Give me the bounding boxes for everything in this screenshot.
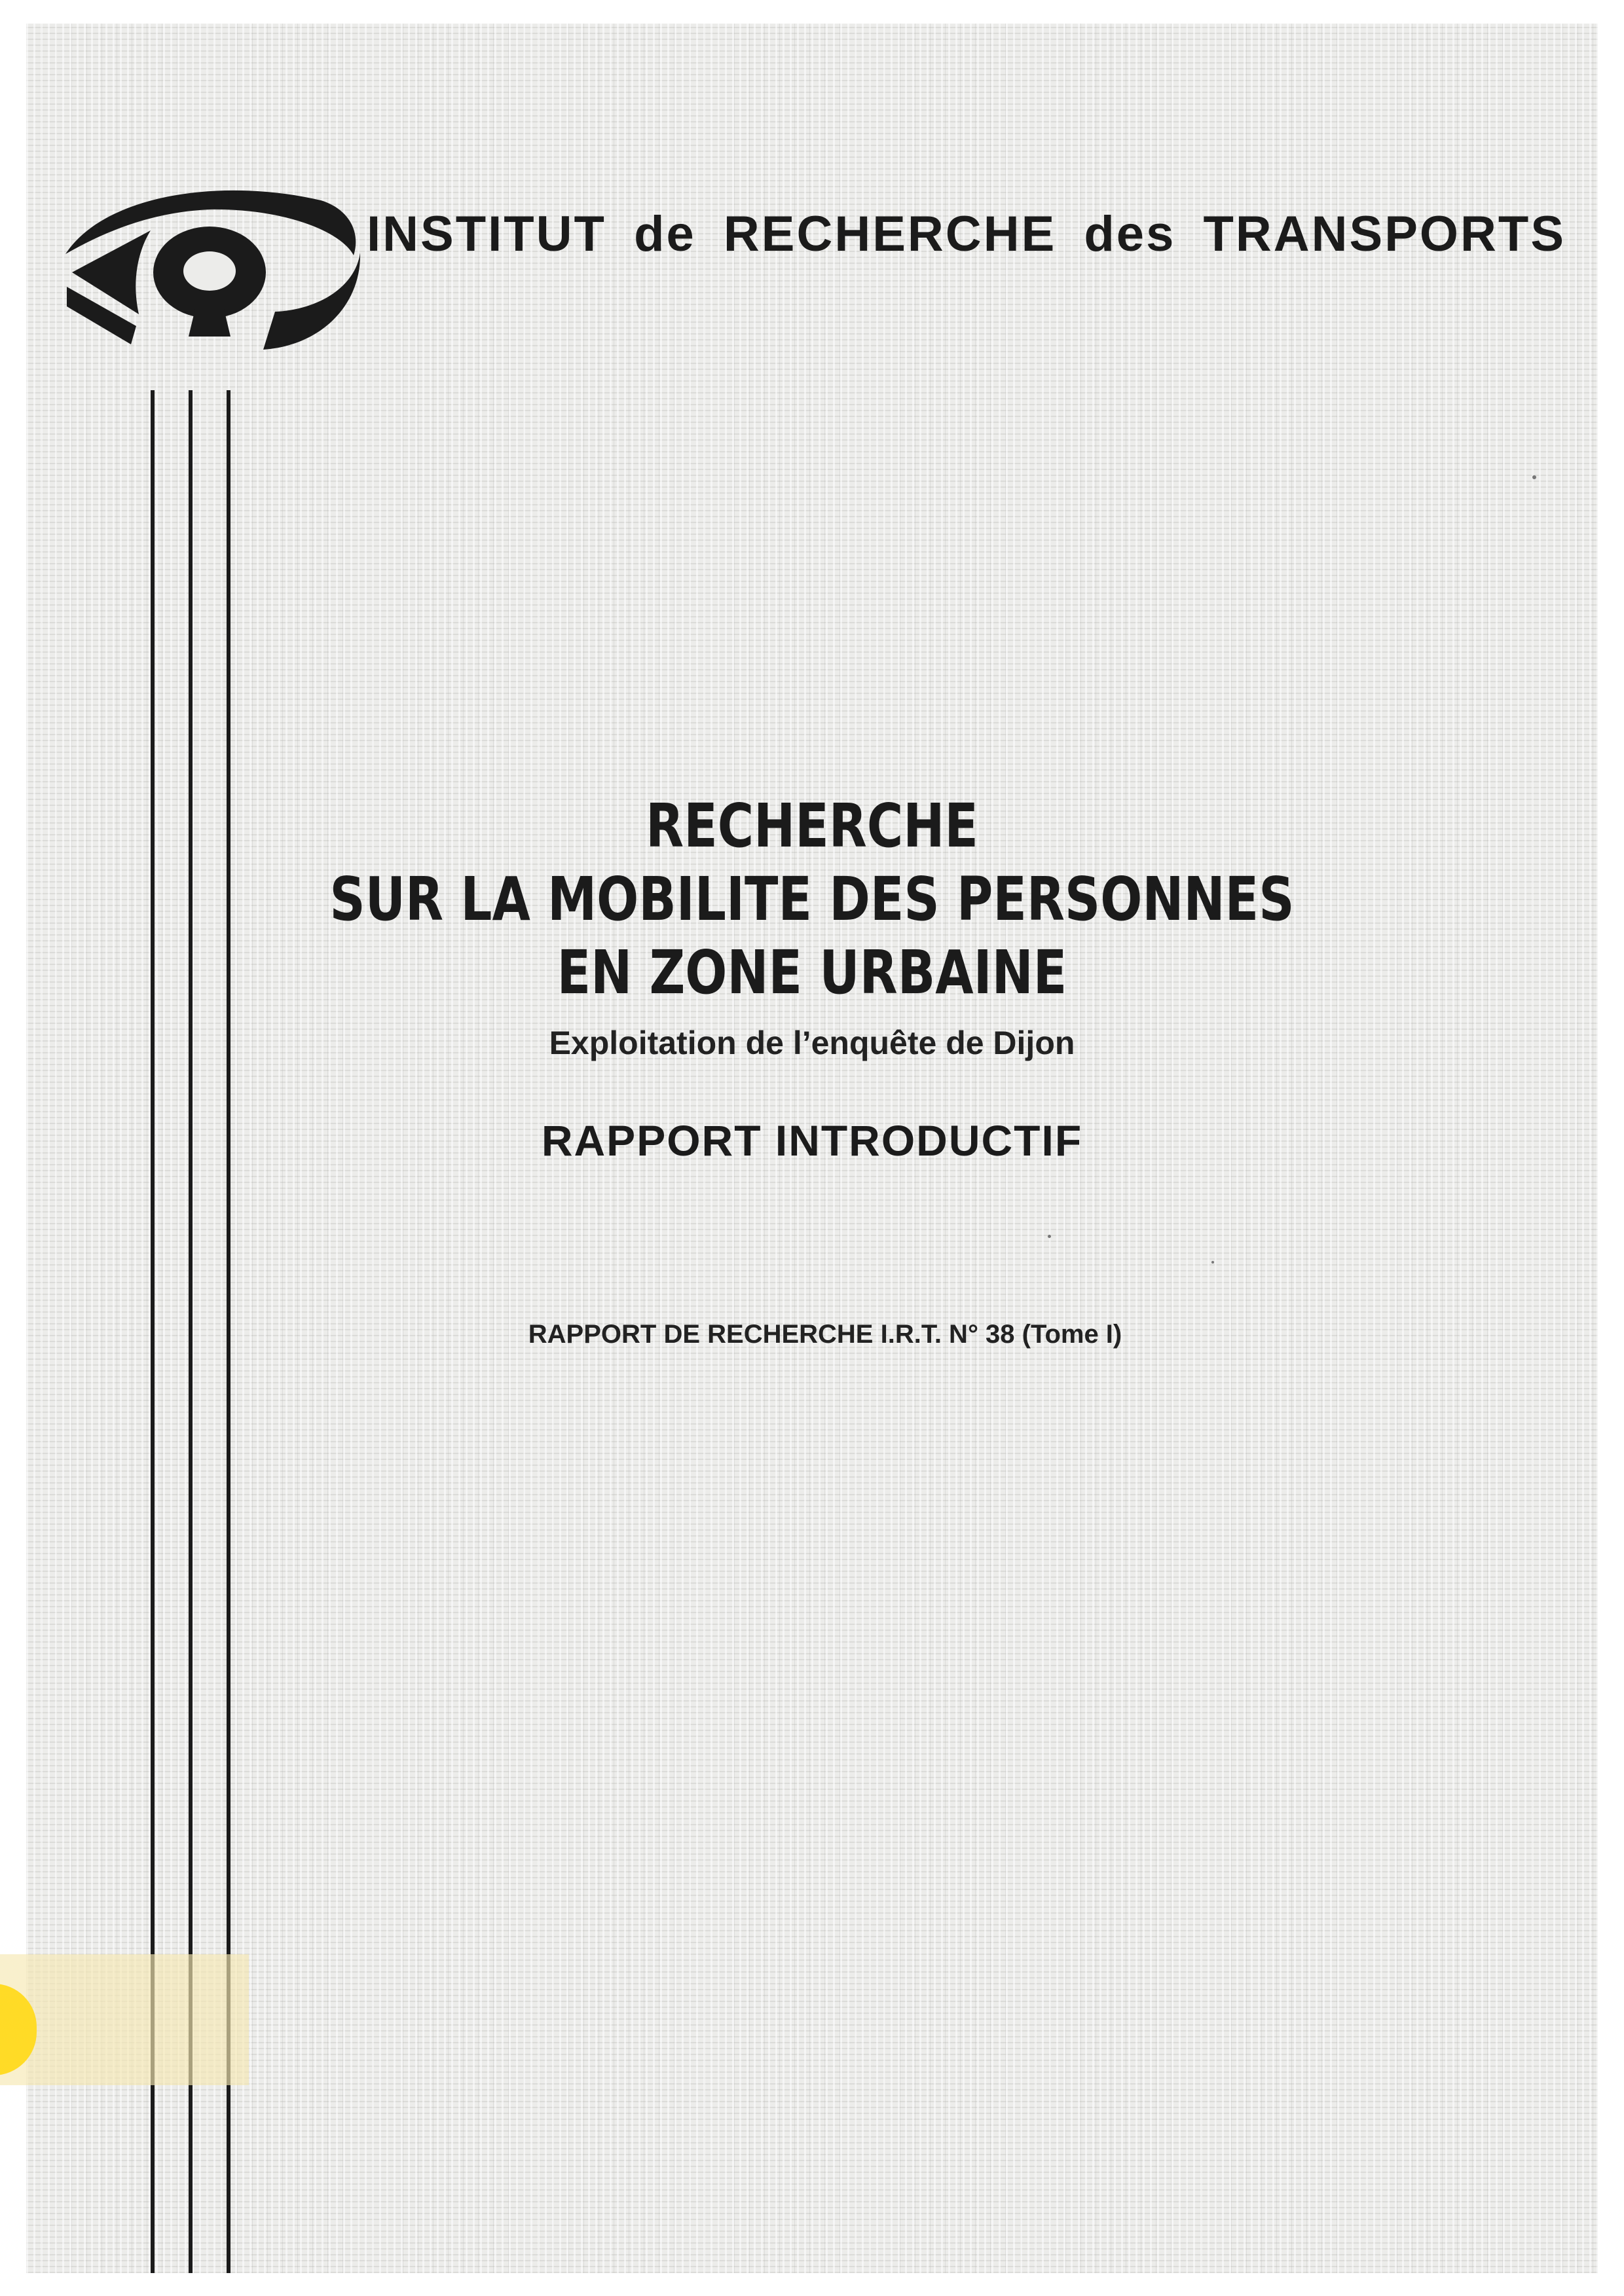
title-line: EN ZONE URBAINE (557, 938, 1067, 1008)
report-type: RAPPORT INTRODUCTIF (541, 1116, 1083, 1165)
paper-speck (1532, 475, 1536, 479)
subtitle: Exploitation de l’enquête de Dijon (549, 1025, 1075, 1061)
title-line: SUR LA MOBILITE DES PERSONNES (329, 864, 1295, 934)
paper-speck (1048, 1235, 1051, 1238)
cover-page (26, 24, 1598, 2273)
report-number: RAPPORT DE RECHERCHE I.R.T. N° 38 (Tome I) (528, 1320, 1122, 1349)
title-line: RECHERCHE (646, 791, 978, 861)
institute-name: INSTITUT de RECHERCHE des TRANSPORTS (367, 206, 1566, 262)
paper-speck (1211, 1261, 1214, 1264)
irt-logo-icon (59, 174, 367, 357)
title-block (223, 790, 1401, 1165)
library-label (0, 1954, 249, 2085)
